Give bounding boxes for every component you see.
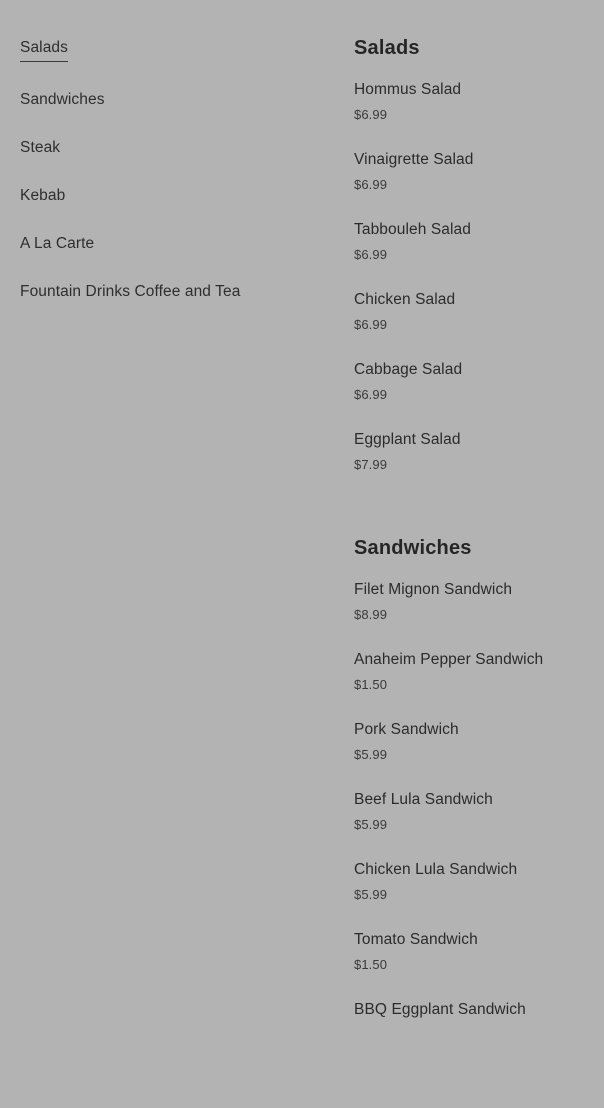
menu-item-name: Vinaigrette Salad [354,151,474,168]
menu-item-price: $1.50 [354,677,388,692]
sidebar-item-fountain-drinks-coffee-and-tea[interactable]: Fountain Drinks Coffee and Tea [20,283,241,300]
menu-item-price: $6.99 [354,387,388,402]
menu-item-name: BBQ Eggplant Sandwich [354,1001,526,1018]
menu-item-name: Eggplant Salad [354,431,461,448]
category-list [20,38,354,330]
category-sidebar [0,0,354,330]
menu-section-sandwiches [354,536,588,1020]
menu-item-name: Tabbouleh Salad [354,221,471,238]
menu-item-price: $6.99 [354,247,388,262]
menu-section-salads [354,36,588,474]
menu-item[interactable] [354,930,588,974]
menu-item[interactable] [354,860,588,904]
menu-item[interactable] [354,720,588,764]
menu-item-name: Anaheim Pepper Sandwich [354,651,544,668]
menu-item-price: $5.99 [354,817,388,832]
menu-item[interactable] [354,360,588,404]
menu-content [354,0,604,1046]
menu-item-name: Chicken Lula Sandwich [354,861,518,878]
menu-item-price: $8.99 [354,607,388,622]
menu-item-price: $5.99 [354,747,388,762]
menu-item-name: Pork Sandwich [354,721,459,738]
section-title: Sandwiches [354,537,472,559]
sidebar-item-salads[interactable]: Salads [20,38,68,62]
menu-item-name: Hommus Salad [354,81,462,98]
sidebar-item-sandwiches[interactable]: Sandwiches [20,91,105,108]
menu-item-price: $6.99 [354,317,388,332]
menu-item-name: Filet Mignon Sandwich [354,581,513,598]
menu-item[interactable] [354,790,588,834]
menu-item-price: $7.99 [354,457,388,472]
menu-item[interactable] [354,650,588,694]
menu-item-price: $5.99 [354,887,388,902]
menu-item-price: $6.99 [354,107,388,122]
menu-item-name: Beef Lula Sandwich [354,791,493,808]
sidebar-item-steak[interactable]: Steak [20,139,61,156]
menu-item-name: Cabbage Salad [354,361,463,378]
sidebar-item-kebab[interactable]: Kebab [20,187,66,204]
menu-item[interactable] [354,430,588,474]
menu-item-name: Chicken Salad [354,291,456,308]
menu-item[interactable] [354,1000,588,1020]
menu-item[interactable] [354,80,588,124]
menu-item[interactable] [354,290,588,334]
menu-item[interactable] [354,220,588,264]
menu-item[interactable] [354,150,588,194]
menu-item-price: $6.99 [354,177,388,192]
menu-item[interactable] [354,580,588,624]
menu-item-price: $1.50 [354,957,388,972]
sidebar-item-a-la-carte[interactable]: A La Carte [20,235,95,252]
section-title: Salads [354,37,420,59]
menu-item-name: Tomato Sandwich [354,931,478,948]
